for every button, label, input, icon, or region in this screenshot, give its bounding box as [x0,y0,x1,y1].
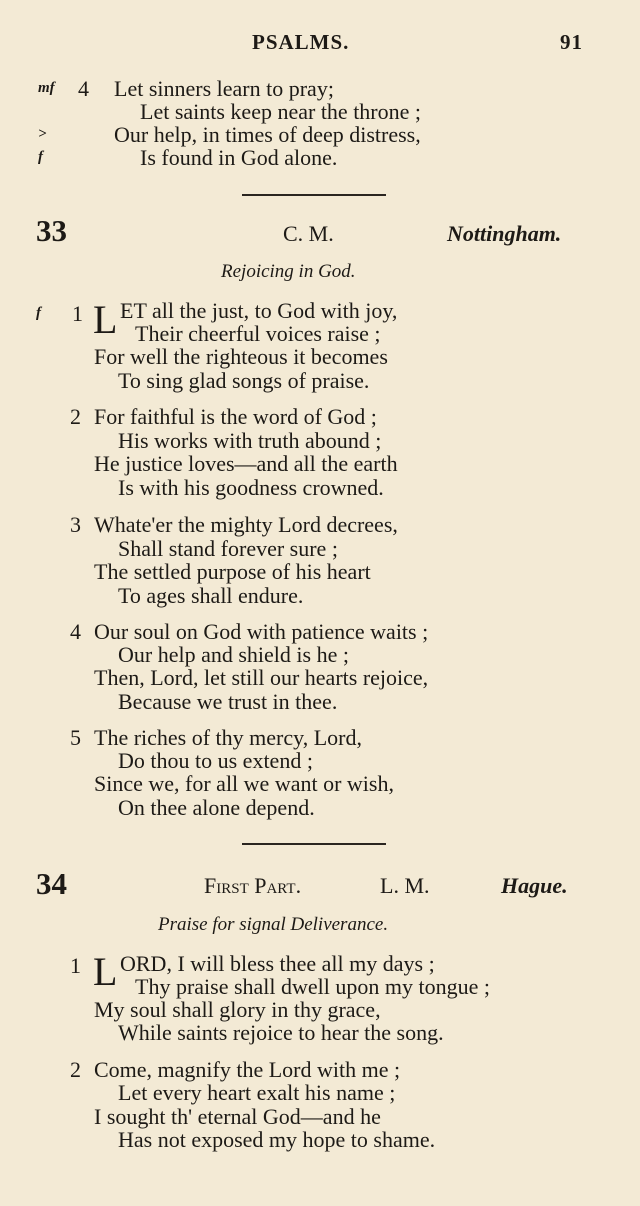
hymn-subtitle: Praise for signal Deliverance. [158,914,389,935]
verse-line: Is with his goodness crowned. [118,475,384,500]
verse-line: Shall stand forever sure ; [118,536,338,561]
verse-line: Let saints keep near the throne ; [140,99,422,124]
verse-line: His works with truth abound ; [118,428,382,453]
verse-line: Thy praise shall dwell upon my tongue ; [135,974,490,999]
verse-line: Since we, for all we want or wish, [94,771,394,796]
verse-number: 3 [70,512,81,537]
drop-capital: L [93,949,118,994]
dynamic-marking: f [36,305,41,321]
verse-line: On thee alone depend. [118,795,315,820]
dynamic-marking: mf [38,80,55,96]
verse-number: 4 [70,619,81,644]
verse-line: Because we trust in thee. [118,689,338,714]
verse-line: Our help, in times of deep distress, [114,122,421,147]
verse-number: 4 [78,76,89,101]
verse-line: My soul shall glory in thy grace, [94,997,381,1022]
section-divider [242,194,386,196]
hymn-part: First Part. [204,873,302,898]
verse-number: 2 [70,1057,81,1082]
hymn-number: 33 [36,213,67,248]
running-title: PSALMS. [252,30,350,54]
tune-name: Hague. [501,873,568,898]
verse-line: While saints rejoice to hear the song. [118,1020,444,1045]
hymn-meter: C. M. [283,221,334,246]
verse-line: Has not exposed my hope to shame. [118,1127,436,1152]
verse-line: Do thou to us extend ; [118,748,313,773]
verse-line: Come, magnify the Lord with me ; [94,1057,401,1082]
dynamic-marking: f [38,149,43,165]
verse-number: 5 [70,725,81,750]
verse-line: Our help and shield is he ; [118,642,349,667]
verse-line: Their cheerful voices raise ; [135,321,381,346]
verse-line: Is found in God alone. [140,145,338,170]
verse-number: 1 [70,953,81,978]
verse-number: 2 [70,404,81,429]
verse-line: I sought th' eternal God—and he [94,1104,381,1129]
verse-line: For faithful is the word of God ; [94,404,377,429]
verse-line: He justice loves—and all the earth [94,451,398,476]
verse-line: ORD, I will bless thee all my days ; [120,951,435,976]
verse-line: Let every heart exalt his name ; [118,1080,396,1105]
tune-name: Nottingham. [447,221,562,246]
verse-line: To ages shall endure. [118,583,304,608]
verse-line: Let sinners learn to pray; [114,76,334,101]
verse-line: Our soul on God with patience waits ; [94,619,429,644]
verse-line: To sing glad songs of praise. [118,368,370,393]
page-number: 91 [560,30,583,54]
verse-line: Then, Lord, let still our hearts rejoice, [94,665,429,690]
hymn-subtitle: Rejoicing in God. [221,261,356,282]
hymn-number: 34 [36,866,67,901]
verse-line: The settled purpose of his heart [94,559,371,584]
section-divider [242,843,386,845]
verse-line: The riches of thy mercy, Lord, [94,725,362,750]
hymn-meter: L. M. [380,873,430,898]
drop-capital: L [93,297,118,342]
verse-number: 1 [72,301,83,326]
dynamic-marking: > [38,126,47,142]
verse-line: Whate'er the mighty Lord decrees, [94,512,398,537]
verse-line: For well the righteous it becomes [94,344,388,369]
verse-line: ET all the just, to God with joy, [120,298,398,323]
